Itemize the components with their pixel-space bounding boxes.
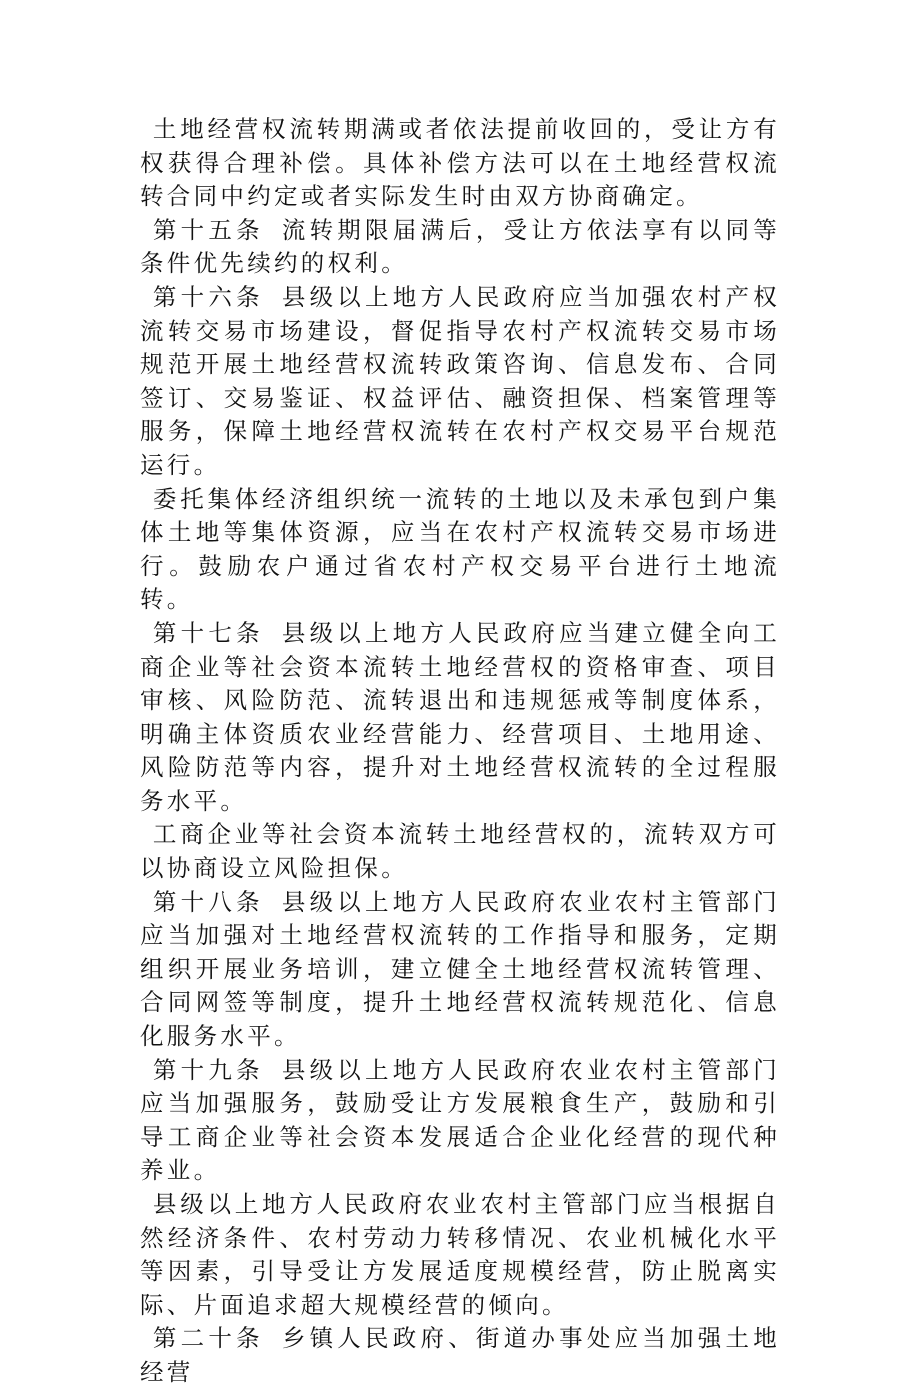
- article-number: 第二十条: [152, 1324, 264, 1353]
- paragraph-article-16: 第十六条 县级以上地方人民政府应当加强农村产权流转交易市场建设，督促指导农村产权流转交易市场规范开展土地经营权流转政策咨询、信息发布、合同签订、交易鉴证、权益评估、融资担保、档案管理等服务，保障土地经营权流转在农村产权交易平台规范运行。: [140, 282, 781, 479]
- article-number: 第十九条: [152, 1055, 264, 1084]
- article-number: 第十六条: [152, 282, 264, 311]
- paragraph-1: 土地经营权流转期满或者依法提前收回的，受让方有权获得合理补偿。具体补偿方法可以在土地经营权流转合同中约定或者实际发生时由双方协商确定。: [140, 115, 780, 211]
- paragraph-article-19-2: 县级以上地方人民政府农业农村主管部门应当根据自然经济条件、农村劳动力转移情况、农业机械化水平等因素，引导受让方发展适度规模经营，防止脱离实际、片面追求超大规模经营的倾向。: [140, 1190, 780, 1319]
- paragraph-article-16-2: 委托集体经济组织统一流转的土地以及未承包到户集体土地等集体资源，应当在农村产权流转交易市场进行。鼓励农户通过省农村产权交易平台进行土地流转。: [140, 484, 780, 614]
- paragraph-article-17-2: 工商企业等社会资本流转土地经营权的，流转双方可以协商设立风险担保。: [140, 820, 780, 883]
- article-number: 第十八条: [152, 887, 264, 916]
- paragraph-article-19: 第十九条 县级以上地方人民政府农业农村主管部门应当加强服务，鼓励受让方发展粮食生产，鼓励和引导工商企业等社会资本发展适合企业化经营的现代种养业。: [140, 1055, 781, 1185]
- paragraph-article-15: 第十五条 流转期限届满后，受让方依法享有以同等条件优先续约的权利。: [140, 215, 781, 278]
- paragraph-article-17: 第十七条 县级以上地方人民政府应当建立健全向工商企业等社会资本流转土地经营权的资格审查、项目审核、风险防范、流转退出和违规惩戒等制度体系，明确主体资质农业经营能力、经营项目、土地用途、风险防范等内容，提升对土地经营权流转的全过程服务水平。: [140, 618, 781, 815]
- article-number: 第十七条: [152, 618, 264, 647]
- article-number: 第十五条: [152, 215, 264, 244]
- document-body: [140, 113, 780, 1390]
- paragraph-article-18: 第十八条 县级以上地方人民政府农业农村主管部门应当加强对土地经营权流转的工作指导和服务，定期组织开展业务培训，建立健全土地经营权流转管理、合同网签等制度，提升土地经营权流转规范化、信息化服务水平。: [140, 887, 781, 1051]
- paragraph-article-20: 第二十条 乡镇人民政府、街道办事处应当加强土地经营: [140, 1324, 781, 1386]
